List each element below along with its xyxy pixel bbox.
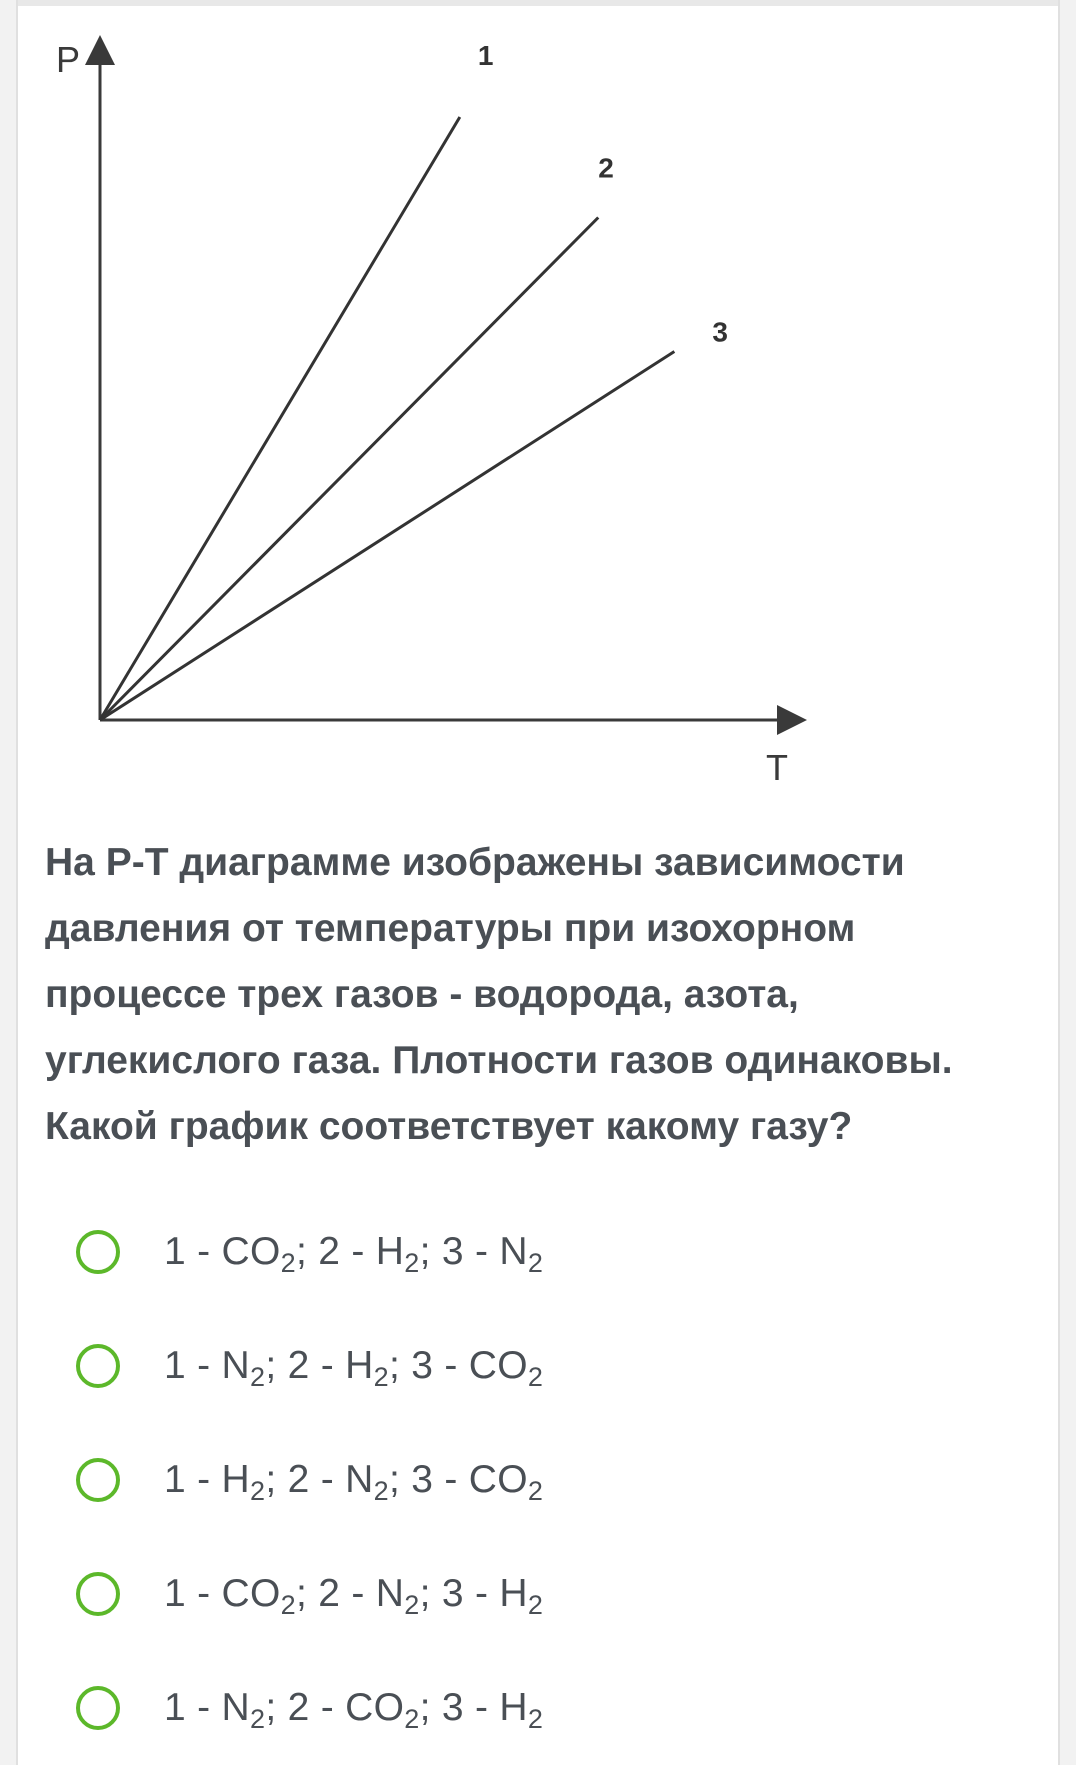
series-lines (100, 40, 728, 720)
radio-button[interactable] (76, 1458, 120, 1502)
radio-button[interactable] (76, 1344, 120, 1388)
answer-option-1[interactable] (58, 1195, 1048, 1309)
answer-option-3[interactable] (58, 1423, 1048, 1537)
radio-button[interactable] (76, 1686, 120, 1730)
series-label-3: 3 (712, 316, 728, 348)
series-line-3 (100, 352, 674, 721)
question-card (16, 0, 1060, 1765)
answer-option-5[interactable] (58, 1651, 1048, 1765)
answer-option-2[interactable] (58, 1309, 1048, 1423)
answer-options (58, 1195, 1048, 1765)
answer-option-4[interactable] (58, 1537, 1048, 1651)
series-line-2 (100, 218, 598, 721)
answer-option-label: $1 - CO_2$; $2 - H_2$; $3 - N_2$ (164, 1230, 544, 1278)
top-divider (18, 0, 1058, 6)
answer-option-label: $1 - CO_2$; $2 - N_2$; $3 - H_2$ (164, 1572, 544, 1620)
answer-option-label: $1 - N_2$; $2 - H_2$; $3 - CO_2$ (164, 1344, 544, 1392)
answer-option-label: $1 - N_2$; $2 - CO_2$; $3 - H_2$ (164, 1686, 544, 1734)
series-label-1: 1 (477, 40, 494, 71)
x-axis-label: T (766, 747, 788, 788)
radio-button[interactable] (76, 1572, 120, 1616)
answer-option-label: $1 - H_2$; $2 - N_2$; $3 - CO_2$ (164, 1458, 544, 1506)
pt-diagram (32, 20, 812, 800)
question-text: На Р-Т диаграмме изображены зависимости давления от температуры при изохорном процессе трех газов - водорода, азота, углекислого газа. Плотности газов одинаковы. Какой график соответствует какому газу? (45, 841, 953, 1148)
series-label-2: 2 (598, 152, 614, 184)
y-axis-label: P (56, 39, 81, 80)
series-line-1 (100, 117, 460, 720)
radio-button[interactable] (76, 1230, 120, 1274)
